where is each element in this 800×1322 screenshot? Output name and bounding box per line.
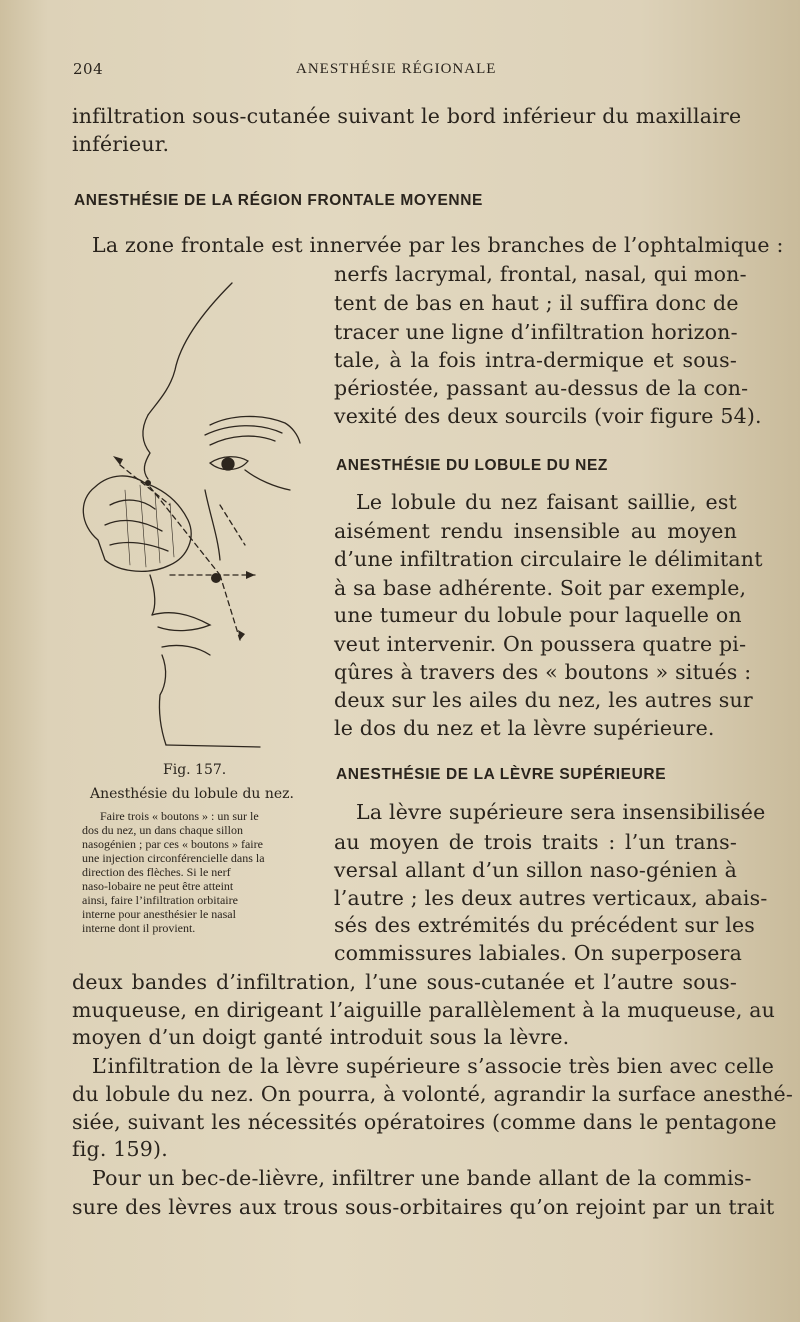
text-line: tent de bas en haut ; il suffira donc de: [334, 291, 739, 315]
text-line: du lobule du nez. On pourra, à volonté, agrandir la surface anesthé-: [72, 1082, 793, 1106]
text-line: une tumeur du lobule pour laquelle on: [334, 603, 742, 627]
text-line: tracer une ligne d’infiltration horizon-: [334, 320, 738, 344]
caption-line: une injection circonférencielle dans la: [82, 851, 265, 865]
text-line: aisément rendu insensible au moyen: [334, 519, 737, 543]
text-line: infiltration sous-cutanée suivant le bord inférieur du maxillaire: [72, 104, 742, 128]
page-number: 204: [73, 60, 104, 78]
caption-line: Faire trois « boutons » : un sur le: [100, 809, 259, 823]
text-line: Pour un bec-de-lièvre, infiltrer une bande allant de la commis-: [92, 1166, 752, 1190]
text-line: au moyen de trois traits : l’un trans-: [334, 830, 737, 854]
caption-line: naso-lobaire ne peut être atteint: [82, 879, 234, 893]
text-line: La zone frontale est innervée par les branches de l’ophtalmique :: [92, 233, 784, 257]
figure-number: Fig. 157.: [163, 762, 227, 778]
section-heading: ANESTHÉSIE DU LOBULE DU NEZ: [336, 457, 608, 474]
text-line: L’infiltration de la lèvre supérieure s’associe très bien avec celle: [92, 1054, 775, 1078]
text-line: versal allant d’un sillon naso-génien à: [334, 858, 737, 882]
text-line: sés des extrémités du précédent sur les: [334, 913, 756, 937]
text-line: deux bandes d’infiltration, l’une sous-cutanée et l’autre sous-: [72, 970, 737, 994]
caption-line: interne dont il provient.: [82, 921, 196, 935]
caption-line: interne pour anesthésier le nasal: [82, 907, 236, 921]
text-line: périostée, passant au-dessus de la con-: [334, 376, 749, 400]
section-heading: ANESTHÉSIE DE LA LÈVRE SUPÉRIEURE: [336, 766, 667, 783]
caption-line: direction des flèches. Si le nerf: [82, 865, 231, 879]
text-line: à sa base adhérente. Soit par exemple,: [334, 576, 747, 600]
text-line: sure des lèvres aux trous sous-orbitaires qu’on rejoint par un trait: [72, 1195, 775, 1219]
figure-title: Anesthésie du lobule du nez.: [90, 786, 295, 802]
caption-line: nasogénien ; par ces « boutons » faire: [82, 837, 263, 851]
text-line: La lèvre supérieure sera insensibilisée: [356, 800, 766, 824]
text-line: vexité des deux sourcils (voir figure 54).: [334, 404, 762, 428]
text-line: fig. 159).: [72, 1137, 168, 1161]
caption-line: ainsi, faire l’infiltration orbitaire: [82, 893, 238, 907]
nose-anesthesia-illustration: [70, 275, 325, 755]
text-line: qûres à travers des « boutons » situés :: [334, 660, 752, 684]
text-line: le dos du nez et la lèvre supérieure.: [334, 716, 715, 740]
text-line: deux sur les ailes du nez, les autres sur: [334, 688, 753, 712]
text-line: tale, à la fois intra-dermique et sous-: [334, 348, 737, 372]
text-line: veut intervenir. On poussera quatre pi-: [334, 632, 747, 656]
text-line: moyen d’un doigt ganté introduit sous la lèvre.: [72, 1025, 570, 1049]
text-line: d’une infiltration circulaire le délimitant: [334, 547, 763, 571]
text-line: Le lobule du nez faisant saillie, est: [356, 490, 737, 514]
running-title: ANESTHÉSIE RÉGIONALE: [296, 61, 497, 77]
text-line: nerfs lacrymal, frontal, nasal, qui mon-: [334, 262, 747, 286]
text-line: siée, suivant les nécessités opératoires (comme dans le pentagone: [72, 1110, 777, 1134]
text-line: commissures labiales. On superposera: [334, 941, 743, 965]
section-heading: ANESTHÉSIE DE LA RÉGION FRONTALE MOYENNE: [74, 192, 483, 209]
text-line: l’autre ; les deux autres verticaux, abais-: [334, 886, 768, 910]
caption-line: dos du nez, un dans chaque sillon: [82, 823, 243, 837]
text-line: inférieur.: [72, 132, 170, 156]
text-line: muqueuse, en dirigeant l’aiguille parallèlement à la muqueuse, au: [72, 998, 776, 1022]
